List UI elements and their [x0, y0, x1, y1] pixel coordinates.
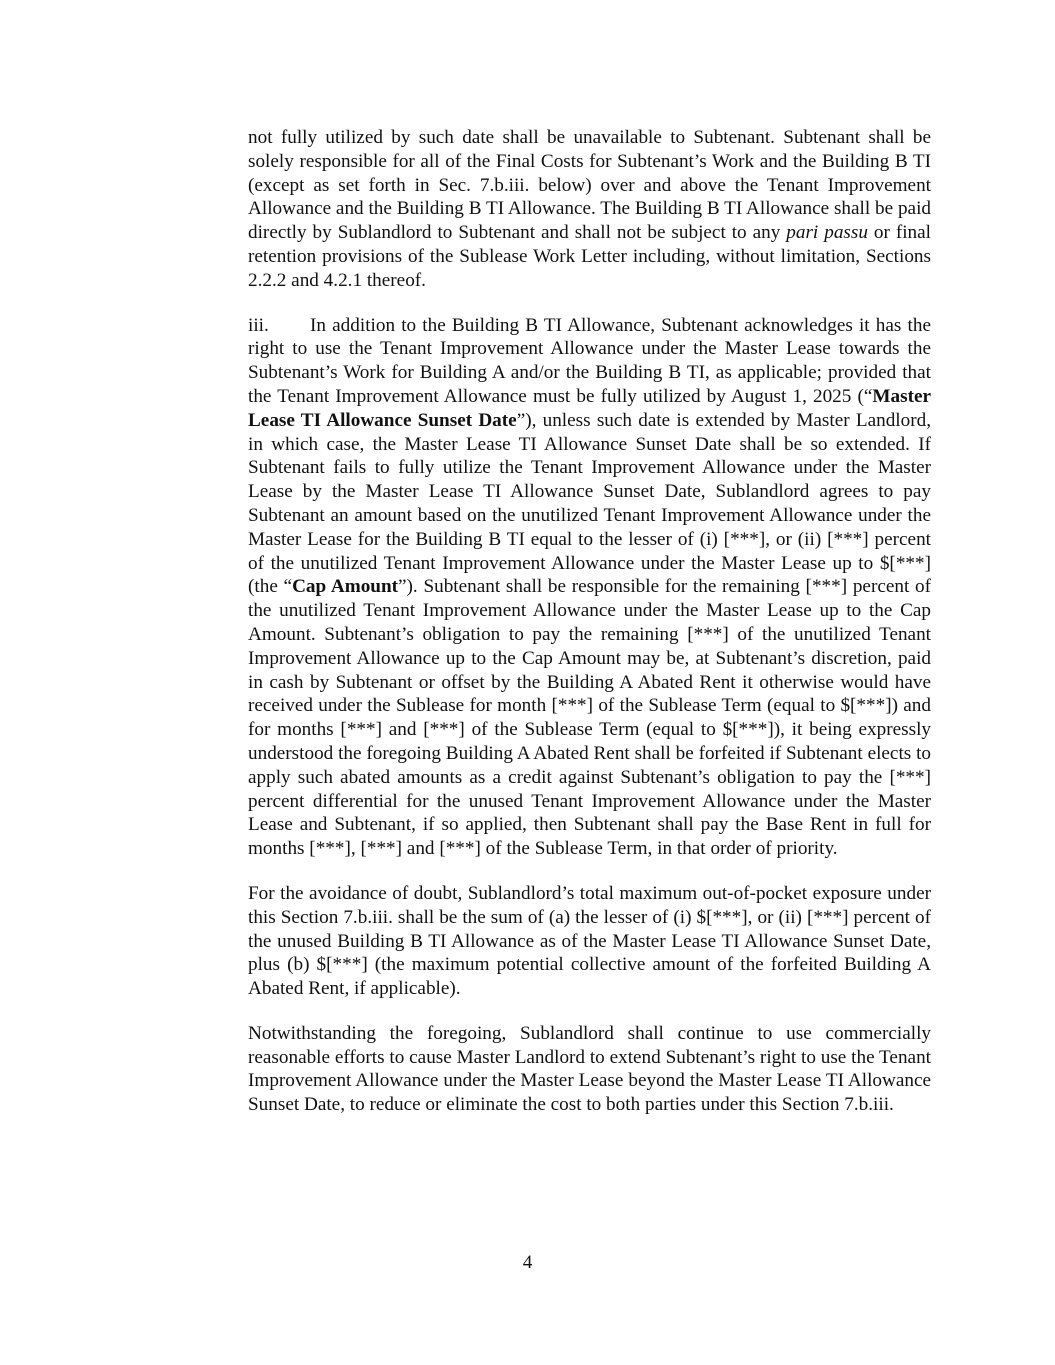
italic-term: pari passu	[786, 222, 868, 244]
page-body	[248, 126, 931, 1117]
paragraph-text: or final retention provisions of the Sublease Work Letter including, without limitation, Sections 2.2.2 and 4.2.1 thereof.	[248, 222, 931, 291]
page-number: 4	[522, 1252, 533, 1273]
defined-term-sunset-date: Master Lease TI Allowance Sunset Date	[248, 385, 931, 431]
paragraph-text: ”). Subtenant shall be responsible for the remaining [***] percent of the unutilized Tenant Improvement Allowance under the Master Lease up to the Cap Amount. Subtenant’s obligation to pay the remaining [***] of the unutilized Tenant Improvement Allowance up to the Cap Amount may be, at Subtenant’s discretion, paid in cash by Subtenant or offset by the Building A Abated Rent it otherwise would have received under the Sublease for month [***] of the Sublease Term (equal to $[***]) and for months [***] and [***] of the Sublease Term (equal to $[***]), it being expressly understood the foregoing Building A Abated Rent shall be forfeited if Subtenant elects to apply such abated amounts as a credit against Subtenant’s obligation to pay the [***] percent differential for the unused Tenant Improvement Allowance under the Master Lease and Subtenant, if so applied, then Subtenant shall pay the Base Rent in full for months [***], [***] and [***] of the Sublease Term, in that order of priority.	[248, 576, 931, 860]
paragraph-section-iii	[248, 314, 931, 861]
paragraph-avoidance-of-doubt: For the avoidance of doubt, Sublandlord’s total maximum out-of-pocket exposure under this Section 7.b.iii. shall be the sum of (a) the lesser of (i) $[***], or (ii) [***] percent of the unused Building B TI Allowance as of the Master Lease TI Allowance Sunset Date, plus (b) $[***] (the maximum potential collective amount of the forfeited Building A Abated Rent, if applicable).	[248, 882, 931, 1000]
paragraph-continuation	[248, 126, 931, 293]
paragraph-text: ”), unless such date is extended by Master Landlord, in which case, the Master Lease TI Allowance Sunset Date shall be so extended. If Subtenant fails to fully utilize the Tenant Improvement Allowance under the Master Lease by the Master Lease TI Allowance Sunset Date, Sublandlord agrees to pay Subtenant an amount based on the unutilized Tenant Improvement Allowance under the Master Lease for the Building B TI equal to the lesser of (i) [***], or (ii) [***] percent of the unutilized Tenant Improvement Allowance under the Master Lease up to $[***] (the “	[248, 409, 931, 598]
defined-term-cap-amount: Cap Amount	[292, 576, 399, 598]
section-number: iii.	[248, 314, 269, 336]
paragraph-text: not fully utilized by such date shall be unavailable to Subtenant. Subtenant shall be solely responsible for all of the Final Costs for Subtenant’s Work and the Building B TI (except as set forth in Sec. 7.b.iii. below) over and above the Tenant Improvement Allowance and the Building B TI Allowance. The Building B TI Allowance shall be paid directly by Sublandlord to Subtenant and shall not be subject to any	[248, 127, 931, 244]
paragraph-text: In addition to the Building B TI Allowance, Subtenant acknowledges it has the right to use the Tenant Improvement Allowance under the Master Lease towards the Subtenant’s Work for Building A and/or the Building B TI, as applicable; provided that the Tenant Improvement Allowance must be fully utilized by August 1, 2025 (“	[248, 314, 931, 407]
paragraph-notwithstanding: Notwithstanding the foregoing, Sublandlord shall continue to use commercially reasonable efforts to cause Master Landlord to extend Subtenant’s right to use the Tenant Improvement Allowance under the Master Lease beyond the Master Lease TI Allowance Sunset Date, to reduce or eliminate the cost to both parties under this Section 7.b.iii.	[248, 1022, 931, 1116]
